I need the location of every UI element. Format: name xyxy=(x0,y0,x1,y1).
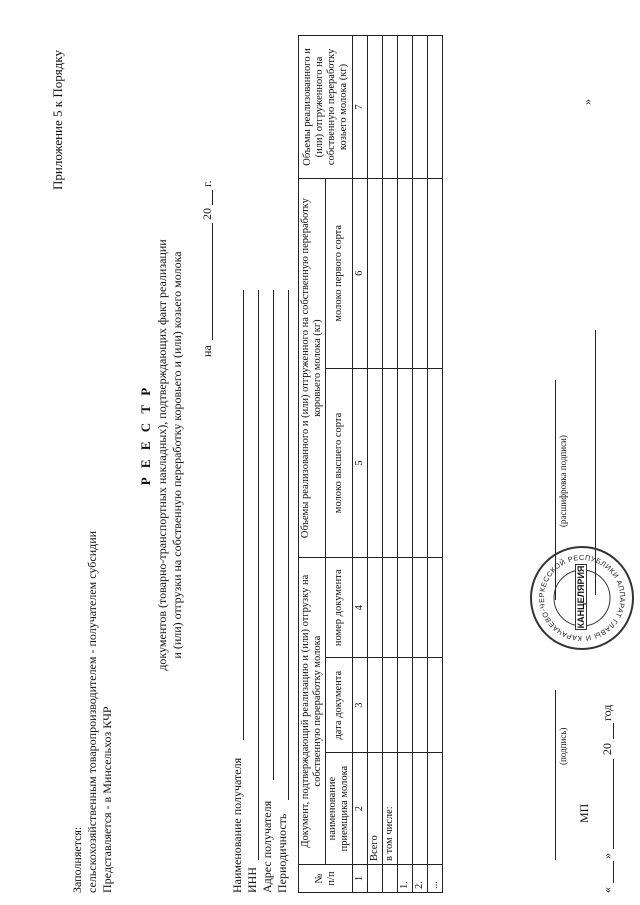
col-number: 4 xyxy=(353,558,368,658)
row-num: ... xyxy=(428,865,443,893)
receiver-header: наименование приемщика молока xyxy=(326,753,353,865)
table-row xyxy=(383,36,398,893)
date-year-blank[interactable] xyxy=(212,190,213,205)
table-cell[interactable] xyxy=(398,658,413,753)
date-year-prefix: 20 xyxy=(200,208,214,220)
periodicity-blank[interactable] xyxy=(288,290,289,800)
header-row-1 xyxy=(299,36,326,893)
table-row xyxy=(368,36,383,893)
row-num xyxy=(368,865,383,893)
registry-table xyxy=(298,35,443,893)
column-number-row xyxy=(353,36,368,893)
table-cell[interactable] xyxy=(368,658,383,753)
date-suffix: г. xyxy=(200,180,214,187)
fill-note-2: сельскохозяйственным товаропроизводителем - получателем субсидии xyxy=(85,530,99,893)
subtitle-line-1: документов (товарно-транспортных накладных), подтверждающих факт реализации xyxy=(155,239,169,671)
doc-number-header: номер документа xyxy=(326,558,353,658)
table-cell[interactable] xyxy=(383,178,398,368)
table-row xyxy=(398,36,413,893)
document-group-header: Документ, подтверждающий реализацию и (или) отгрузку на собственную переработку молока xyxy=(299,558,326,865)
table-cell[interactable] xyxy=(428,178,443,368)
table-cell[interactable] xyxy=(368,558,383,658)
sign-day-blank[interactable] xyxy=(613,861,614,883)
row-num: 1. xyxy=(398,865,413,893)
table-cell[interactable] xyxy=(398,178,413,368)
sign-year-suffix: год xyxy=(600,704,614,721)
stamp-place-label: МП xyxy=(577,803,591,823)
sign-year-prefix: 20 xyxy=(600,743,614,755)
row-label xyxy=(413,753,428,865)
table-cell[interactable] xyxy=(428,558,443,658)
sign-month-blank[interactable] xyxy=(613,759,614,849)
row-label xyxy=(398,753,413,865)
date-close-quote: » xyxy=(600,853,614,859)
stamp-ring-text: КАРАЧАЕВО-ЧЕРКЕССКОЙ РЕСПУБЛИКИ АППАРАТ ГЛАВЫ И xyxy=(536,552,628,644)
table-cell[interactable] xyxy=(413,658,428,753)
table-row xyxy=(413,36,428,893)
row-label: Всего xyxy=(368,753,383,865)
signature-caption: (подпись) xyxy=(558,727,568,765)
table-cell[interactable] xyxy=(428,368,443,558)
fill-note-3: Представляется - в Минсельхоз КЧР xyxy=(100,706,114,893)
table-cell[interactable] xyxy=(413,558,428,658)
col-number: 2 xyxy=(353,753,368,865)
table-cell[interactable] xyxy=(398,368,413,558)
table-cell[interactable] xyxy=(428,36,443,179)
top-grade-header: молоко высшего сорта xyxy=(326,368,353,558)
table-cell[interactable] xyxy=(398,36,413,179)
doc-date-header: дата документа xyxy=(326,658,353,753)
sign-year-blank[interactable] xyxy=(613,723,614,739)
table-cell[interactable] xyxy=(398,558,413,658)
subtitle-line-2: и (или) отгрузки на собственную переработку коровьего и (или) козьего молока xyxy=(170,251,184,659)
date-open-quote: « xyxy=(600,887,614,893)
table-cell[interactable] xyxy=(383,36,398,179)
fill-note-1: Заполняется: xyxy=(70,826,84,893)
table-row xyxy=(428,36,443,893)
table-cell[interactable] xyxy=(413,178,428,368)
recipient-name-blank[interactable] xyxy=(243,290,244,740)
signature-line[interactable] xyxy=(555,690,556,860)
appendix-label: Приложение 5 к Порядку xyxy=(50,50,65,190)
col-number: 3 xyxy=(353,658,368,753)
cow-milk-group-header: Объемы реализованного и (или) отгруженного на собственную переработку коровьего молока (кг) xyxy=(299,178,326,557)
row-num xyxy=(383,865,398,893)
table-cell[interactable] xyxy=(368,178,383,368)
address-blank[interactable] xyxy=(273,290,274,780)
table-cell[interactable] xyxy=(368,36,383,179)
col-number: 1 xyxy=(353,865,368,893)
recipient-name-label: Наименование получателя xyxy=(230,757,244,893)
col-number: 7 xyxy=(353,36,368,179)
table-cell[interactable] xyxy=(383,368,398,558)
row-label xyxy=(428,753,443,865)
table-cell[interactable] xyxy=(428,658,443,753)
col-number: 6 xyxy=(353,178,368,368)
table-cell[interactable] xyxy=(413,368,428,558)
periodicity-label: Периодичность xyxy=(275,813,289,893)
right-close-quote: » xyxy=(580,99,594,105)
row-num: 2. xyxy=(413,865,428,893)
table-cell[interactable] xyxy=(383,658,398,753)
col-number: 5 xyxy=(353,368,368,558)
address-label: Адрес получателя xyxy=(260,800,274,893)
table-cell[interactable] xyxy=(368,368,383,558)
first-grade-header: молоко первого сорта xyxy=(326,178,353,368)
date-prefix: на xyxy=(200,345,214,357)
decode-caption: (расшифровка подписи) xyxy=(558,435,568,527)
official-stamp xyxy=(530,546,634,650)
date-blank[interactable] xyxy=(212,223,213,340)
inn-blank[interactable] xyxy=(258,290,259,860)
page-title: Р Е Е С Т Р xyxy=(138,384,153,486)
inn-label: ИНН xyxy=(245,867,259,893)
table-cell[interactable] xyxy=(383,558,398,658)
table-cell[interactable] xyxy=(413,36,428,179)
stamp-center-text: КАНЦЕЛЯРИЯ xyxy=(576,565,586,629)
goat-milk-header: Объемы реализованного и (или) отгруженного на собственную переработку козьего молока (кг) xyxy=(299,36,353,179)
row-label: в том числе: xyxy=(383,753,398,865)
col-num-header: № п/п xyxy=(299,865,353,893)
